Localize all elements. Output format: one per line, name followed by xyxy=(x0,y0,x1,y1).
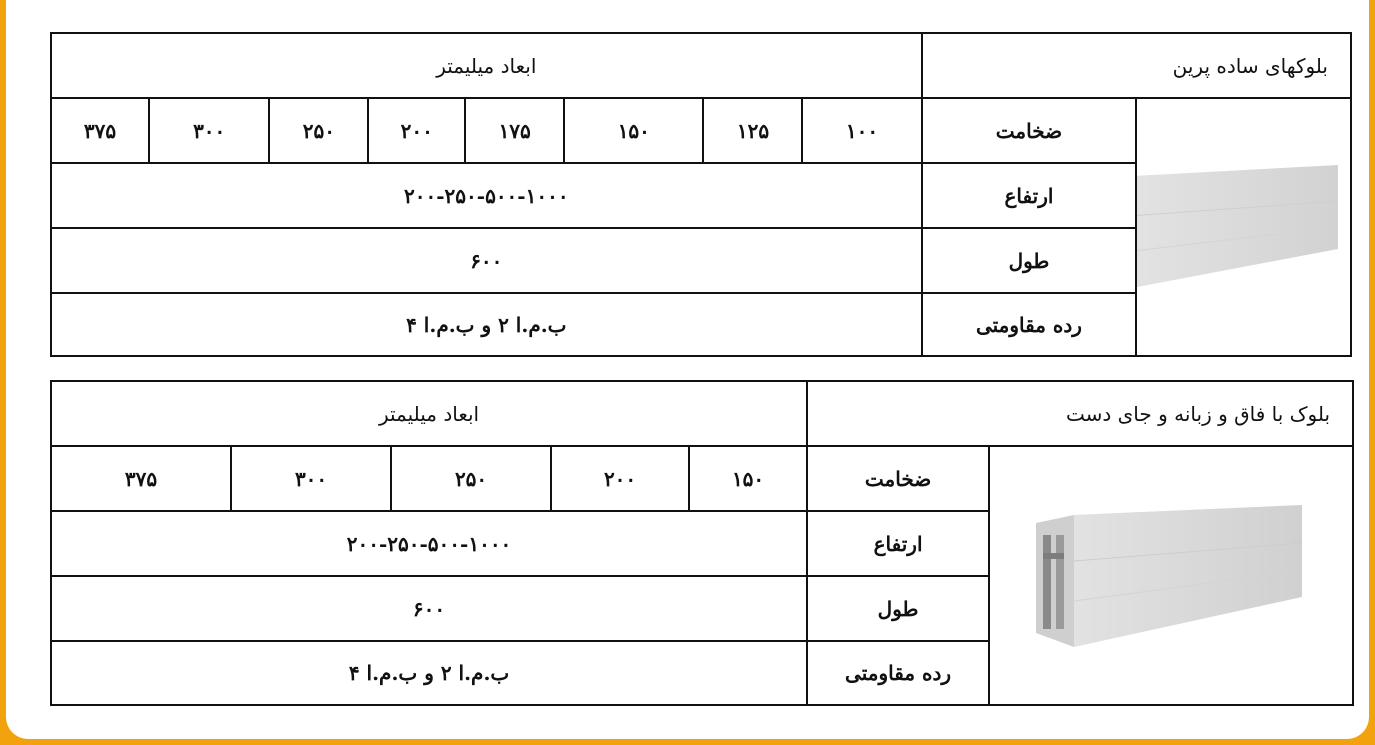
spec-table-plain-block xyxy=(50,32,1352,357)
thickness-cell: ۲۰۰ xyxy=(551,446,689,511)
thickness-cell: ۲۵۰ xyxy=(391,446,551,511)
plain-aac-block-image xyxy=(1136,157,1350,297)
length-value: ۶۰۰ xyxy=(51,228,922,293)
thickness-cell: ۳۰۰ xyxy=(231,446,391,511)
length-value: ۶۰۰ xyxy=(51,576,807,641)
row-label-thickness: ضخامت xyxy=(922,98,1137,163)
dimensions-header: ابعاد میلیمتر xyxy=(51,33,922,98)
height-value: ۲۰۰-۲۵۰-۵۰۰-۱۰۰۰ xyxy=(51,163,922,228)
row-label-height: ارتفاع xyxy=(922,163,1137,228)
row-label-length: طول xyxy=(922,228,1137,293)
thickness-cell: ۲۰۰ xyxy=(368,98,465,163)
thickness-cell: ۳۷۵ xyxy=(51,446,231,511)
block-image-cell xyxy=(1136,98,1351,356)
row-label-height: ارتفاع xyxy=(807,511,989,576)
strength-value: ب.م.ا ۲ و ب.م.ا ۴ xyxy=(51,641,807,705)
tongue-groove-block-image xyxy=(1026,501,1316,651)
dimensions-header: ابعاد میلیمتر xyxy=(51,381,807,446)
row-label-strength: رده مقاومتی xyxy=(807,641,989,705)
row-label-strength: رده مقاومتی xyxy=(922,293,1137,356)
table-title: بلوکهای ساده پرین xyxy=(922,33,1351,98)
spec-table-tongue-groove-block xyxy=(50,380,1354,706)
thickness-cell: ۱۵۰ xyxy=(689,446,807,511)
row-label-thickness: ضخامت xyxy=(807,446,989,511)
thickness-cell: ۱۲۵ xyxy=(703,98,802,163)
thickness-cell: ۱۰۰ xyxy=(802,98,921,163)
strength-value: ب.م.ا ۲ و ب.م.ا ۴ xyxy=(51,293,922,356)
thickness-cell: ۳۷۵ xyxy=(51,98,149,163)
table-title: بلوک با فاق و زبانه و جای دست xyxy=(807,381,1353,446)
block-image-cell xyxy=(989,446,1353,705)
row-label-length: طول xyxy=(807,576,989,641)
height-value: ۲۰۰-۲۵۰-۵۰۰-۱۰۰۰ xyxy=(51,511,807,576)
thickness-cell: ۲۵۰ xyxy=(269,98,368,163)
thickness-cell: ۱۷۵ xyxy=(465,98,564,163)
thickness-cell: ۱۵۰ xyxy=(564,98,703,163)
thickness-cell: ۳۰۰ xyxy=(149,98,269,163)
